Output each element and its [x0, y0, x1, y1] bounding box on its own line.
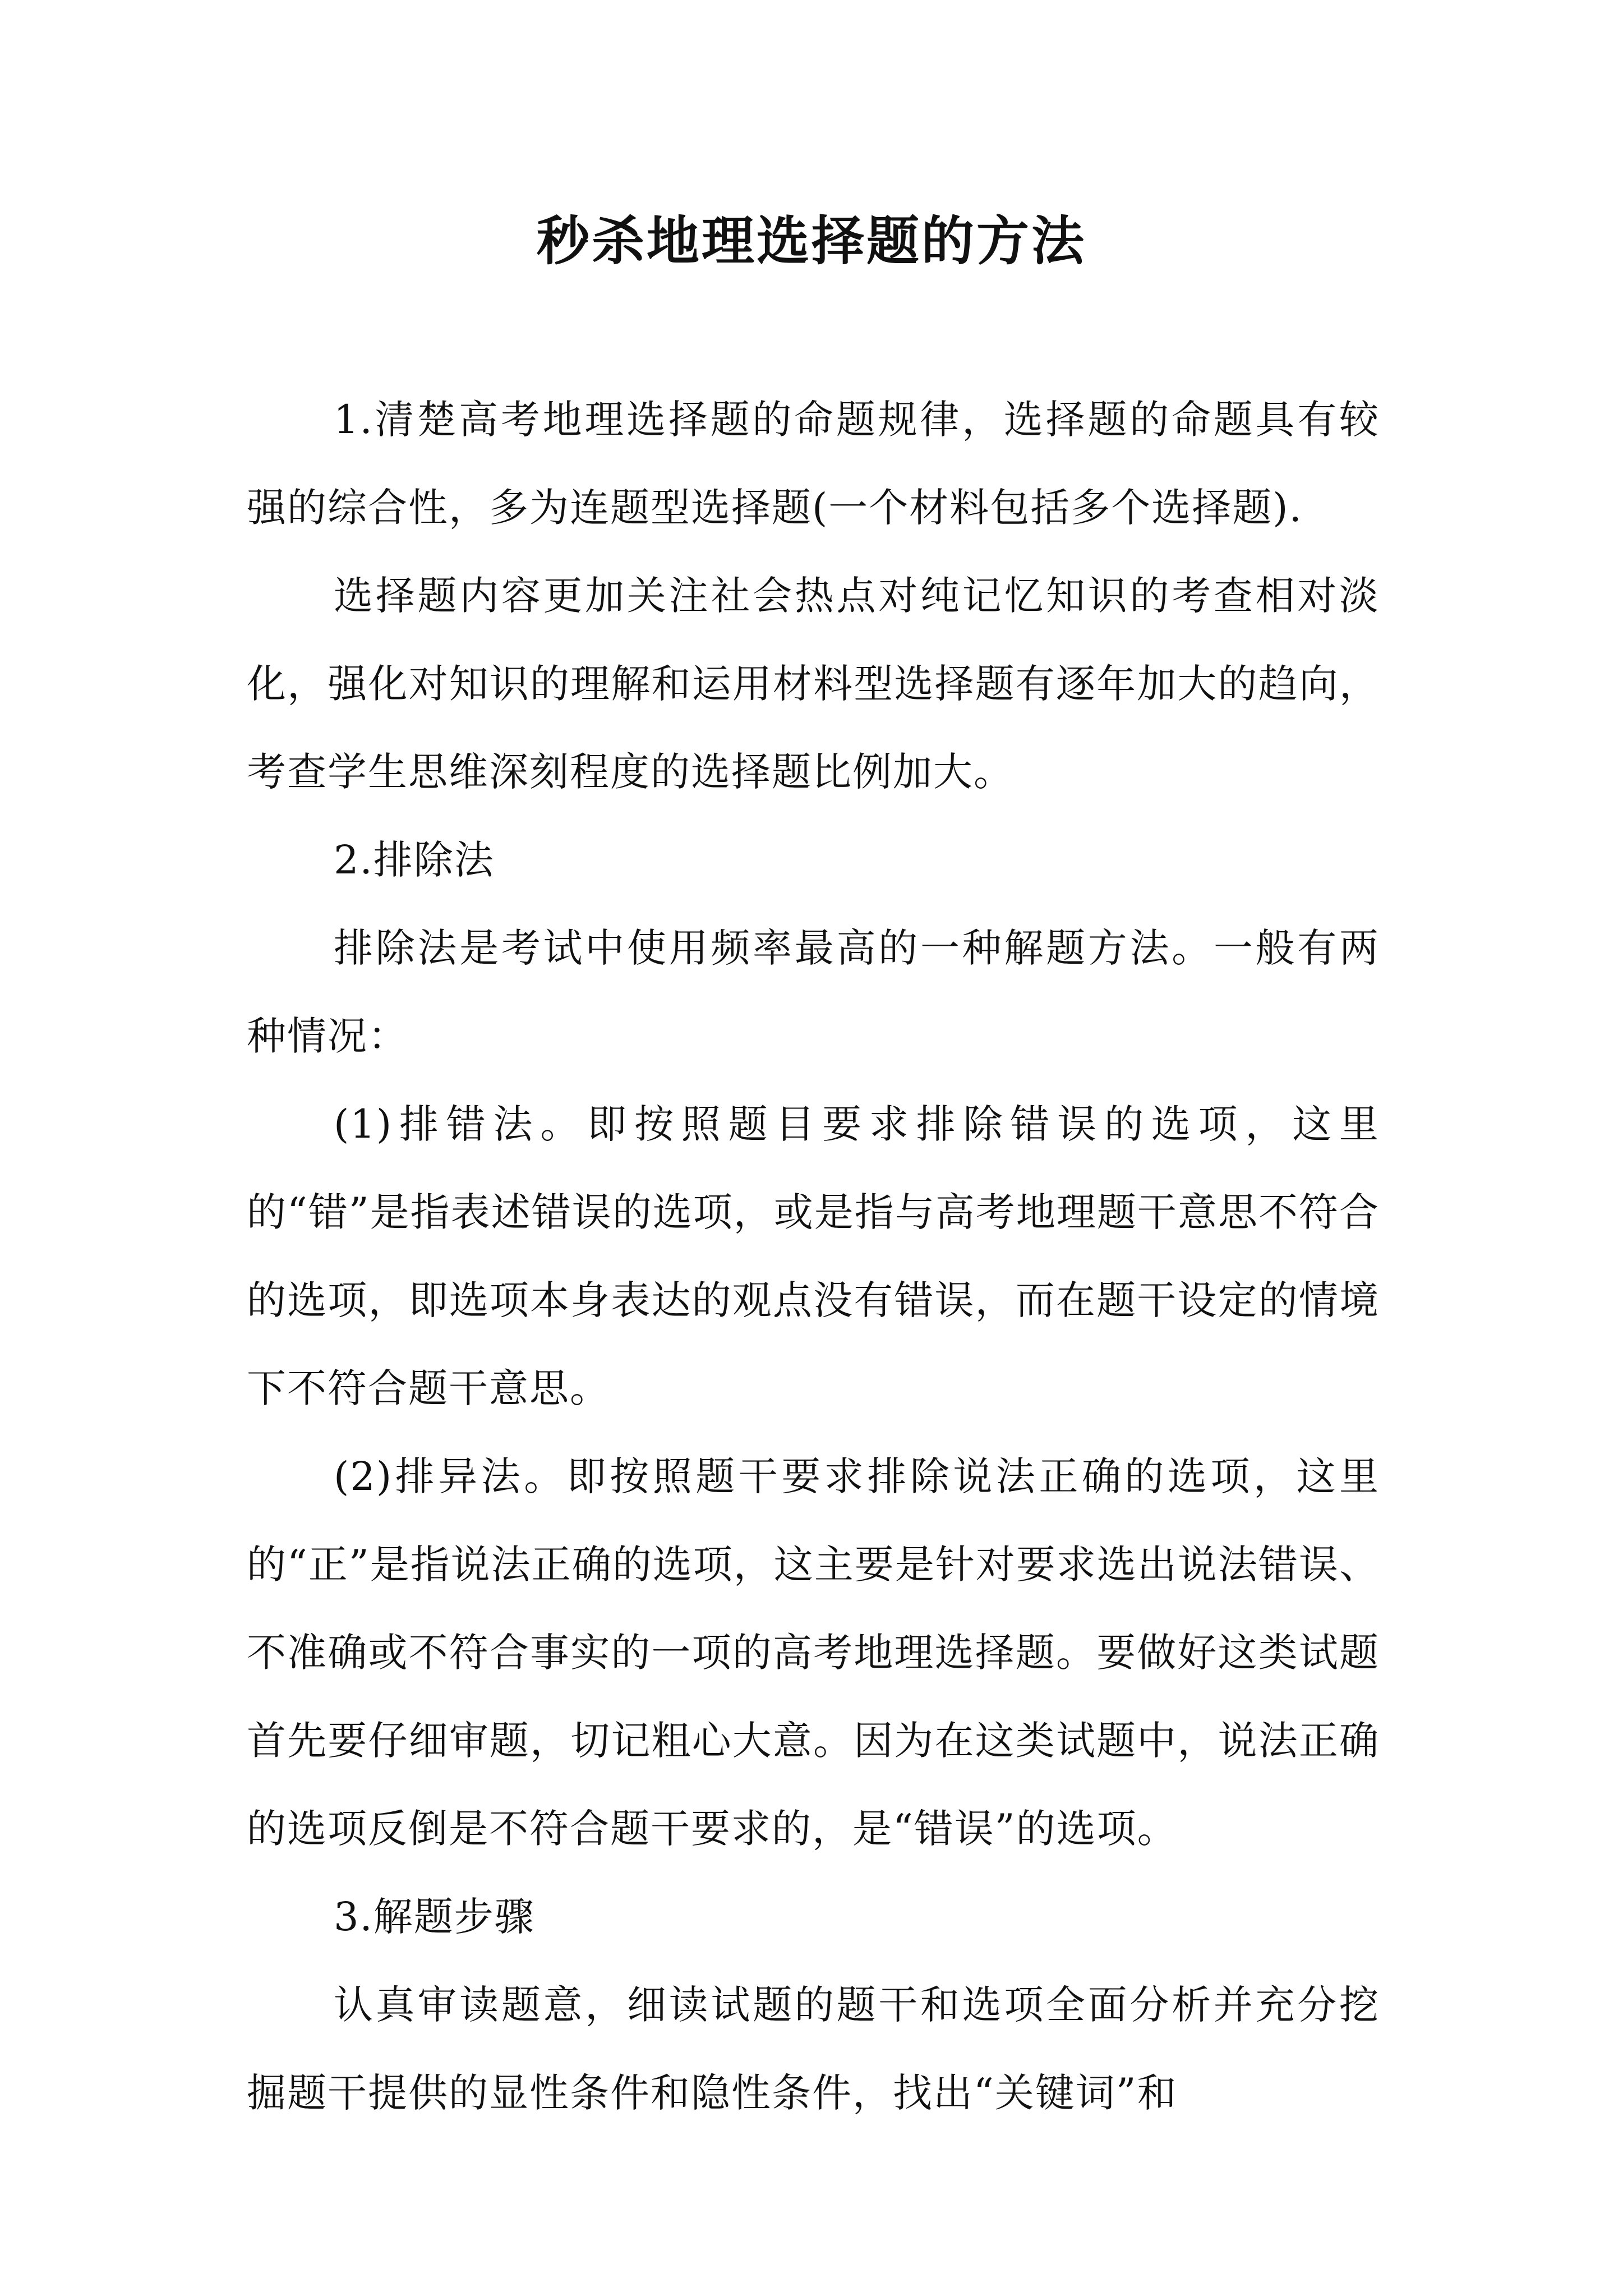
heading-solving-steps: 3.解题步骤 — [334, 1894, 535, 1940]
document-body — [247, 376, 1380, 2137]
heading-elimination-method: 2.排除法 — [334, 837, 495, 883]
paragraph-solving-steps: 认真审读题意，细读试题的题干和选项全面分析并充分挖掘题干提供的显性条件和隐性条件，找出“关键词”和 — [247, 1982, 1380, 2116]
document-title: 秒杀地理选择题的方法 — [536, 210, 1086, 272]
paragraph-difference-elimination: (2)排异法。即按照题干要求排除说法正确的选项，这里的“正”是指说法正确的选项，这主要是针对要求选出说法错误、不准确或不符合事实的一项的高考地理选择题。要做好这类试题首先要仔细审题，切记粗心大意。因为在这类试题中，说法正确的选项反倒是不符合题干要求的，是“错误”的选项。 — [247, 1453, 1380, 1852]
paragraph-error-elimination: (1)排错法。即按照题目要求排除错误的选项，这里的“错”是指表述错误的选项，或是指与高考地理题干意思不符合的选项，即选项本身表达的观点没有错误，而在题干设定的情境下不符合题干意思。 — [247, 1101, 1380, 1411]
paragraph-elimination-intro: 排除法是考试中使用频率最高的一种解题方法。一般有两种情况： — [247, 925, 1380, 1059]
paragraph-point-1: 1.清楚高考地理选择题的命题规律，选择题的命题具有较强的综合性，多为连题型选择题(一个材料包括多个选择题). — [247, 397, 1380, 531]
paragraph-question-content: 选择题内容更加关注社会热点对纯记忆知识的考查相对淡化，强化对知识的理解和运用材料型选择题有逐年加大的趋向，考查学生思维深刻程度的选择题比例加大。 — [247, 573, 1380, 795]
